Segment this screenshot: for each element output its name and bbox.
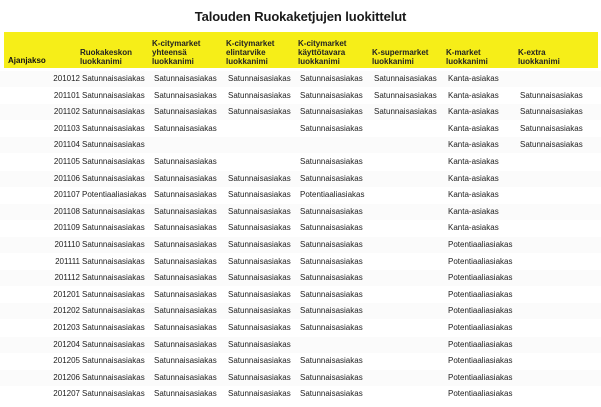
table-cell: Potentiaaliasiakas	[448, 356, 513, 366]
table-row	[0, 337, 601, 353]
header-column-2	[226, 39, 274, 66]
header-period: Ajanjakso	[8, 56, 46, 65]
period-cell: 201104	[53, 140, 80, 150]
table-cell: Satunnaisasiakas	[520, 123, 583, 133]
table-cell: Satunnaisasiakas	[228, 273, 291, 283]
table-cell: Satunnaisasiakas	[228, 289, 291, 299]
header-column-line: luokkanimi	[518, 57, 560, 66]
table-cell: Satunnaisasiakas	[300, 356, 363, 366]
table-cell: Satunnaisasiakas	[300, 306, 363, 316]
table-cell: Satunnaisasiakas	[82, 90, 145, 100]
header-column-line: K-extra	[518, 48, 546, 57]
table-cell: Satunnaisasiakas	[82, 289, 145, 299]
table-cell: Kanta-asiakas	[448, 74, 499, 83]
table-row	[0, 187, 601, 203]
period-cell: 201112	[54, 273, 80, 283]
table-cell: Satunnaisasiakas	[228, 206, 291, 216]
table-cell: Satunnaisasiakas	[82, 356, 145, 366]
table-row	[0, 237, 601, 253]
header-column-line: luokkanimi	[446, 57, 488, 66]
header-column-line: luokkanimi	[152, 57, 194, 66]
table-cell: Potentiaaliasiakas	[448, 339, 513, 349]
table-cell: Satunnaisasiakas	[154, 173, 217, 183]
period-cell: 201207	[53, 389, 80, 399]
table-cell: Satunnaisasiakas	[154, 356, 217, 366]
header-column-line: K-supermarket	[372, 48, 429, 57]
table-cell: Satunnaisasiakas	[154, 289, 217, 299]
table-cell: Satunnaisasiakas	[154, 190, 217, 200]
header-column-line: Ruokakeskon	[80, 48, 133, 57]
table-cell: Satunnaisasiakas	[300, 107, 363, 117]
table-row	[0, 386, 601, 402]
table-row	[0, 254, 601, 270]
period-cell: 201205	[53, 356, 80, 366]
table-cell: Satunnaisasiakas	[300, 157, 363, 166]
table-cell: Kanta-asiakas	[448, 90, 499, 100]
table-cell: Kanta-asiakas	[448, 190, 499, 200]
table-row	[0, 370, 601, 386]
table-cell: Satunnaisasiakas	[300, 123, 363, 133]
header-column-line: K-citymarket	[152, 39, 201, 48]
table-cell: Satunnaisasiakas	[228, 306, 291, 316]
table-cell: Satunnaisasiakas	[228, 256, 291, 266]
period-cell: 201102	[53, 107, 80, 117]
header-column-line: luokkanimi	[226, 57, 268, 66]
table-row	[0, 204, 601, 220]
table-cell: Satunnaisasiakas	[82, 306, 145, 316]
table-cell: Satunnaisasiakas	[300, 206, 363, 216]
table-cell: Satunnaisasiakas	[520, 140, 583, 150]
table-cell: Potentiaaliasiakas	[448, 256, 513, 266]
table-cell: Satunnaisasiakas	[300, 289, 363, 299]
table-cell: Satunnaisasiakas	[228, 74, 291, 83]
table-cell: Satunnaisasiakas	[154, 74, 217, 83]
table-cell: Satunnaisasiakas	[520, 90, 583, 100]
table-cell: Satunnaisasiakas	[82, 240, 145, 249]
table-row	[0, 71, 601, 87]
table-row	[0, 154, 601, 170]
period-cell: 201107	[53, 190, 80, 200]
table-cell: Satunnaisasiakas	[300, 90, 363, 100]
table-cell: Kanta-asiakas	[448, 123, 499, 133]
table-cell: Satunnaisasiakas	[154, 157, 217, 166]
header-column-4	[372, 48, 428, 66]
period-cell: 201111	[55, 256, 80, 266]
table-row	[0, 171, 601, 187]
period-cell: 201105	[53, 157, 80, 166]
table-cell: Satunnaisasiakas	[228, 173, 291, 183]
header-column-line: elintarvike	[226, 48, 266, 57]
table-cell: Satunnaisasiakas	[154, 389, 217, 399]
table-cell: Satunnaisasiakas	[228, 223, 291, 233]
header-column-0	[80, 48, 132, 66]
table-cell: Satunnaisasiakas	[228, 372, 291, 382]
table-cell: Satunnaisasiakas	[154, 273, 217, 283]
table-cell: Satunnaisasiakas	[82, 206, 145, 216]
table-cell: Satunnaisasiakas	[228, 389, 291, 399]
table-cell: Satunnaisasiakas	[154, 323, 217, 332]
table-cell: Potentiaaliasiakas	[448, 389, 513, 399]
period-cell: 201106	[53, 173, 80, 183]
period-cell: 201202	[53, 306, 80, 316]
table-row	[0, 270, 601, 286]
table-cell: Satunnaisasiakas	[374, 74, 437, 83]
header-column-line: luokkanimi	[298, 57, 340, 66]
period-cell: 201108	[53, 206, 80, 216]
table-cell: Satunnaisasiakas	[300, 74, 363, 83]
table-cell: Kanta-asiakas	[448, 107, 499, 117]
table-cell: Satunnaisasiakas	[82, 273, 145, 283]
table-cell: Potentiaaliasiakas	[448, 273, 513, 283]
table-cell: Satunnaisasiakas	[82, 389, 145, 399]
table-cell: Potentiaaliasiakas	[448, 323, 513, 332]
period-cell: 201101	[53, 90, 80, 100]
table-cell: Potentiaaliasiakas	[448, 240, 513, 249]
period-cell: 201110	[54, 240, 80, 249]
table-cell: Satunnaisasiakas	[82, 256, 145, 266]
table-cell: Satunnaisasiakas	[300, 173, 363, 183]
table-row	[0, 121, 601, 137]
table-cell: Satunnaisasiakas	[82, 123, 145, 133]
table-cell: Satunnaisasiakas	[228, 190, 291, 200]
table-cell: Satunnaisasiakas	[300, 372, 363, 382]
table-cell: Satunnaisasiakas	[154, 90, 217, 100]
table-cell: Satunnaisasiakas	[82, 323, 145, 332]
table-cell: Satunnaisasiakas	[82, 223, 145, 233]
period-cell: 201206	[53, 372, 80, 382]
period-cell: 201201	[53, 289, 80, 299]
table-cell: Satunnaisasiakas	[228, 323, 291, 332]
table-cell: Kanta-asiakas	[448, 157, 499, 166]
period-cell: 201203	[53, 323, 80, 332]
table-cell: Satunnaisasiakas	[154, 206, 217, 216]
table-cell: Satunnaisasiakas	[300, 223, 363, 233]
table-cell: Kanta-asiakas	[448, 173, 499, 183]
table-cell: Potentiaaliasiakas	[448, 289, 513, 299]
table-cell: Satunnaisasiakas	[154, 123, 217, 133]
table-row	[0, 137, 601, 153]
table-cell: Satunnaisasiakas	[82, 339, 145, 349]
table-row	[0, 220, 601, 236]
table-cell: Kanta-asiakas	[448, 140, 499, 150]
table-cell: Satunnaisasiakas	[300, 389, 363, 399]
table-row	[0, 88, 601, 104]
table-cell: Satunnaisasiakas	[228, 107, 291, 117]
table-cell: Kanta-asiakas	[448, 223, 499, 233]
header-column-6	[518, 48, 560, 66]
table-cell: Satunnaisasiakas	[154, 306, 217, 316]
table-row	[0, 303, 601, 319]
table-cell: Satunnaisasiakas	[82, 107, 145, 117]
table-cell: Satunnaisasiakas	[374, 90, 437, 100]
table-cell: Kanta-asiakas	[448, 206, 499, 216]
table-cell: Satunnaisasiakas	[154, 240, 217, 249]
period-cell: 201109	[53, 223, 80, 233]
table-cell: Satunnaisasiakas	[82, 140, 145, 150]
table-cell: Satunnaisasiakas	[300, 240, 363, 249]
header-column-line: K-market	[446, 48, 481, 57]
table-row	[0, 104, 601, 120]
table-cell: Satunnaisasiakas	[520, 107, 583, 117]
table-cell: Satunnaisasiakas	[300, 273, 363, 283]
table-cell: Satunnaisasiakas	[82, 157, 145, 166]
table-cell: Satunnaisasiakas	[154, 223, 217, 233]
table-row	[0, 353, 601, 369]
header-column-line: K-citymarket	[226, 39, 275, 48]
table-cell: Potentiaaliasiakas	[300, 190, 365, 200]
table-cell: Satunnaisasiakas	[154, 107, 217, 117]
table-cell: Satunnaisasiakas	[154, 339, 217, 349]
header-column-line: luokkanimi	[80, 57, 122, 66]
table-cell: Satunnaisasiakas	[300, 256, 363, 266]
table-cell: Satunnaisasiakas	[228, 240, 291, 249]
table-cell: Satunnaisasiakas	[228, 339, 291, 349]
table-cell: Satunnaisasiakas	[82, 173, 145, 183]
table-cell: Satunnaisasiakas	[82, 74, 145, 83]
header-column-line: käyttötavara	[298, 48, 346, 57]
table-cell: Potentiaaliasiakas	[448, 306, 513, 316]
period-cell: 201204	[53, 339, 80, 349]
table-cell: Satunnaisasiakas	[154, 372, 217, 382]
table-cell: Satunnaisasiakas	[374, 107, 437, 117]
header-column-line: luokkanimi	[372, 57, 414, 66]
table-row	[0, 320, 601, 336]
header-column-5	[446, 48, 488, 66]
header-column-line: yhteensä	[152, 48, 187, 57]
table-cell: Satunnaisasiakas	[228, 356, 291, 366]
header-column-3	[298, 39, 346, 66]
table-cell: Potentiaaliasiakas	[82, 190, 147, 200]
table-cell: Satunnaisasiakas	[300, 323, 363, 332]
header-column-1	[152, 39, 200, 66]
table-cell: Satunnaisasiakas	[82, 372, 145, 382]
period-cell: 201012	[53, 74, 80, 83]
table-cell: Satunnaisasiakas	[154, 256, 217, 266]
table-cell: Potentiaaliasiakas	[448, 372, 513, 382]
table-header	[4, 32, 598, 68]
period-cell: 201103	[53, 123, 80, 133]
page-title: Talouden Ruokaketjujen luokittelut	[194, 9, 407, 24]
table-row	[0, 287, 601, 303]
table-cell: Satunnaisasiakas	[228, 90, 291, 100]
header-column-line: K-citymarket	[298, 39, 347, 48]
